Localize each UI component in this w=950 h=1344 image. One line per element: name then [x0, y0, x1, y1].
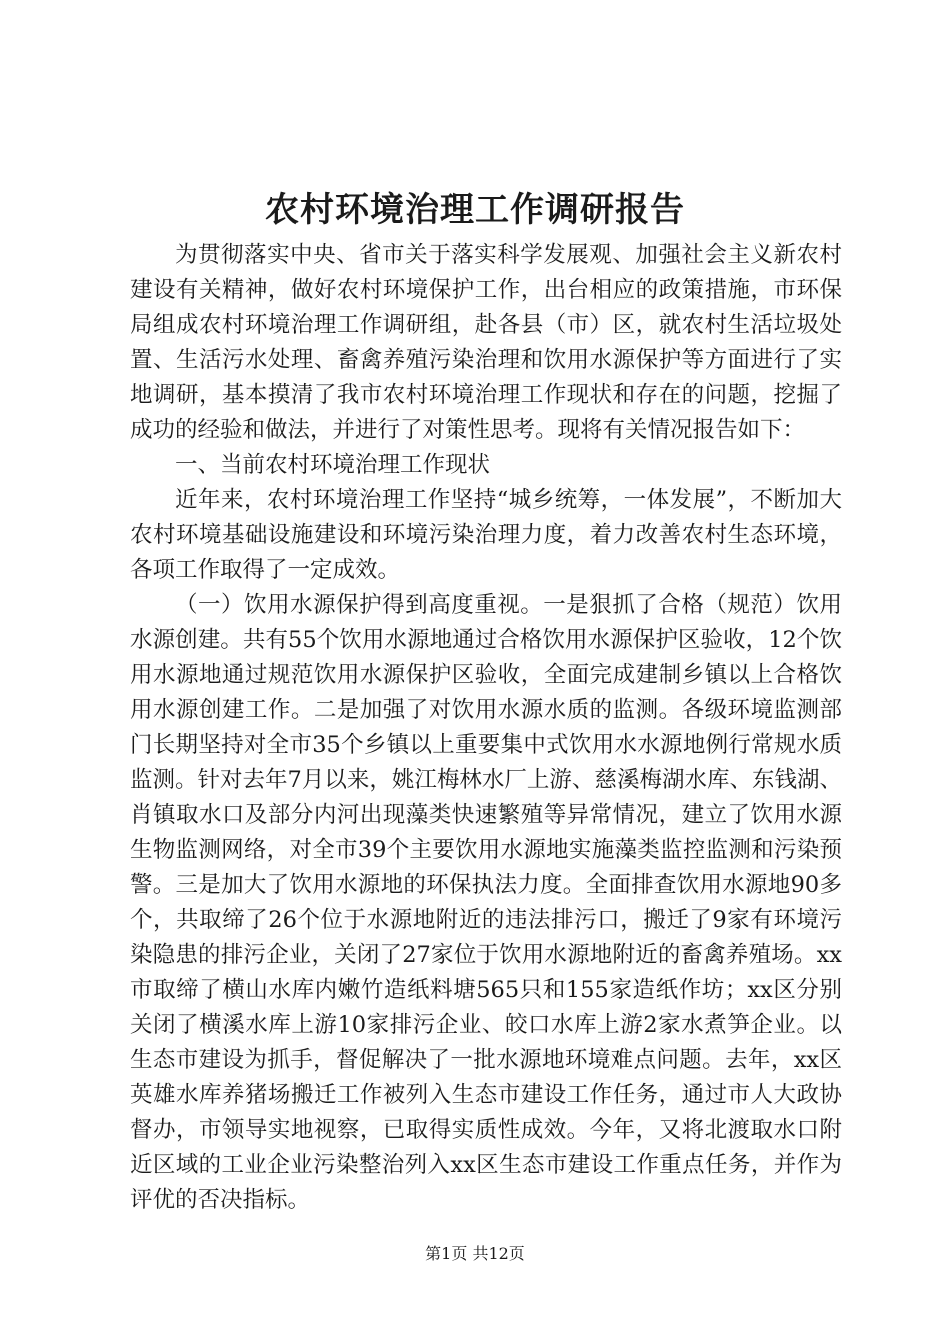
document-title: 农村环境治理工作调研报告 [265, 190, 685, 230]
intro-paragraph: 为贯彻落实中央、省市关于落实科学发展观、加强社会主义新农村建设有关精神，做好农村环境保护工作，出台相应的政策措施，市环保局组成农村环境治理工作调研组，赴各县（市）区，就农村生活垃圾处置、生活污水处理、畜禽养殖污染治理和饮用水源保护等方面进行了实地调研，基本摸清了我市农村环境治理工作现状和存在的问题，挖掘了成功的经验和做法，并进行了对策性思考。现将有关情况报告如下： [130, 242, 842, 443]
document-body [130, 238, 842, 1218]
page-footer: 第1页 共12页 [425, 1244, 525, 1263]
section-heading: 一、当前农村环境治理工作现状 [175, 452, 491, 478]
water-source-paragraph: （一）饮用水源保护得到高度重视。一是狠抓了合格（规范）饮用水源创建。共有55个饮用水源地通过合格饮用水源保护区验收，12个饮用水源地通过规范饮用水源保护区验收，全面完成建制乡镇以上合格饮用水源创建工作。二是加强了对饮用水源水质的监测。各级环境监测部门长期坚持对全市35个乡镇以上重要集中式饮用水水源地例行常规水质监测。针对去年7月以来，姚江梅林水厂上游、慈溪梅湖水库、东钱湖、肖镇取水口及部分内河出现藻类快速繁殖等异常情况，建立了饮用水源生物监测网络，对全市39个主要饮用水源地实施藻类监控监测和污染预警。三是加大了饮用水源地的环保执法力度。全面排查饮用水源地90多个，共取缔了26个位于水源地附近的违法排污口，搬迁了9家有环境污染隐患的排污企业，关闭了27家位于饮用水源地附近的畜禽养殖场。xx市取缔了横山水库内嫩竹造纸料塘565只和155家造纸作坊；xx区分别关闭了横溪水库上游10家排污企业、皎口水库上游2家水煮笋企业。以生态市建设为抓手，督促解决了一批水源地环境难点问题。去年，xx区英雄水库养猪场搬迁工作被列入生态市建设工作任务，通过市人大政协督办，市领导实地视察，已取得实质性成效。今年，又将北渡取水口附近区域的工业企业污染整治列入xx区生态市建设工作重点任务，并作为评优的否决指标。 [130, 592, 842, 1213]
overview-paragraph: 近年来，农村环境治理工作坚持“城乡统筹，一体发展”，不断加大农村环境基础设施建设和环境污染治理力度，着力改善农村生态环境，各项工作取得了一定成效。 [130, 487, 842, 583]
